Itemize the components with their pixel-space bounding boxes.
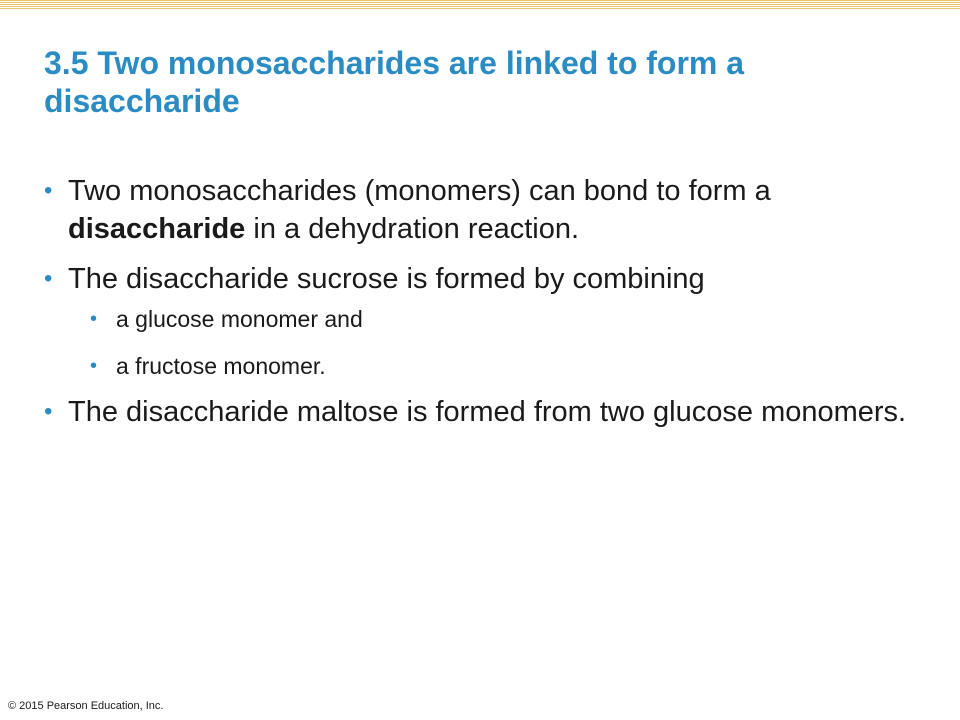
bullet-item-2: [44, 260, 914, 381]
bullet-text-after: in a dehydration reaction.: [245, 213, 580, 245]
sub-bullet-icon: •: [90, 308, 98, 330]
top-decorative-stripe: [0, 0, 960, 9]
sub-bullet-icon: •: [90, 355, 98, 377]
sub-bullet-text: a glucose monomer and: [116, 306, 363, 332]
bullet-list: [44, 172, 914, 431]
sub-bullet-text: a fructose monomer.: [116, 353, 326, 379]
bullet-item-3: [44, 393, 914, 431]
slide-title: 3.5 Two monosaccharides are linked to form a disaccharide: [44, 45, 745, 119]
copyright-notice: © 2015 Pearson Education, Inc.: [8, 700, 164, 712]
bullet-text: The disaccharide maltose is formed from two glucose monomers.: [68, 396, 907, 428]
sub-bullet-item-1: [90, 304, 914, 334]
bullet-text: The disaccharide sucrose is formed by combining: [68, 263, 705, 295]
sub-bullet-item-2: [90, 351, 914, 381]
sub-bullet-list: [68, 304, 914, 381]
bullet-icon: •: [44, 177, 53, 204]
bullet-icon: •: [44, 398, 53, 425]
bullet-icon: •: [44, 265, 53, 292]
bullet-bold-term: disaccharide: [68, 213, 246, 245]
bullet-text-before: Two monosaccharides (monomers) can bond to form a: [68, 175, 771, 207]
bullet-item-1: [44, 172, 914, 248]
